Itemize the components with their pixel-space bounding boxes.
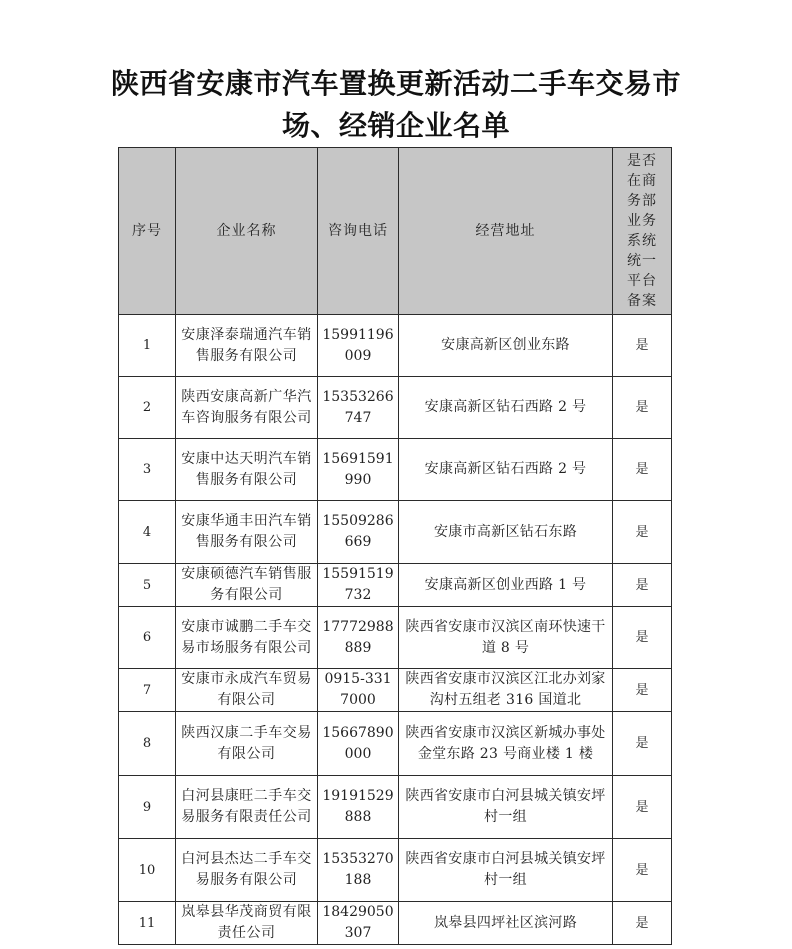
document-title-line-2: 场、经销企业名单 [281,109,510,142]
cell-phone: 15691591990 [318,439,399,501]
table-row [119,669,672,712]
table-row [119,607,672,669]
cell-backup-status: 是 [613,776,672,839]
cell-company-name: 安康中达天明汽车销售服务有限公司 [176,439,318,501]
cell-backup-status: 是 [613,839,672,902]
cell-backup-status: 是 [613,439,672,501]
cell-seq: 4 [119,501,176,564]
cell-seq: 1 [119,315,176,377]
cell-company-name: 陕西汉康二手车交易有限公司 [176,712,318,776]
document-title-line-1: 陕西省安康市汽车置换更新活动二手车交易市 [110,67,681,100]
header-company-name: 企业名称 [176,148,318,315]
cell-backup-status: 是 [613,669,672,712]
cell-phone: 15991196009 [318,315,399,377]
cell-company-name: 陕西安康高新广华汽车咨询服务有限公司 [176,377,318,439]
table-row [119,315,672,377]
table-header-row [119,148,672,315]
table-row [119,564,672,607]
cell-company-name: 安康市诚鹏二手车交易市场服务有限公司 [176,607,318,669]
cell-seq: 6 [119,607,176,669]
cell-backup-status: 是 [613,902,672,945]
header-address: 经营地址 [399,148,613,315]
cell-company-name: 安康硕德汽车销售服务有限公司 [176,564,318,607]
cell-phone: 0915-3317000 [318,669,399,712]
table-row [119,776,672,839]
header-seq: 序号 [119,148,176,315]
cell-address: 岚皋县四坪社区滨河路 [399,902,613,945]
header-backup-status-label: 是否在商务部业务系统统一平台备案 [627,153,657,309]
cell-seq: 8 [119,712,176,776]
cell-backup-status: 是 [613,377,672,439]
cell-address: 安康高新区钻石西路 2 号 [399,439,613,501]
cell-phone: 15353266747 [318,377,399,439]
cell-backup-status: 是 [613,501,672,564]
cell-company-name: 安康市永成汽车贸易有限公司 [176,669,318,712]
header-phone: 咨询电话 [318,148,399,315]
table-row [119,501,672,564]
cell-company-name: 岚皋县华茂商贸有限责任公司 [176,902,318,945]
cell-seq: 2 [119,377,176,439]
table-row [119,377,672,439]
cell-address: 陕西省安康市白河县城关镇安坪村一组 [399,839,613,902]
cell-seq: 9 [119,776,176,839]
cell-backup-status: 是 [613,607,672,669]
cell-phone: 15667890000 [318,712,399,776]
cell-address: 陕西省安康市白河县城关镇安坪村一组 [399,776,613,839]
cell-company-name: 安康泽泰瑞通汽车销售服务有限公司 [176,315,318,377]
cell-phone: 15591519732 [318,564,399,607]
cell-address: 陕西省安康市汉滨区南环快速干道 8 号 [399,607,613,669]
header-backup-status [613,148,672,315]
cell-company-name: 安康华通丰田汽车销售服务有限公司 [176,501,318,564]
cell-phone: 18429050307 [318,902,399,945]
cell-address: 安康高新区钻石西路 2 号 [399,377,613,439]
table-row [119,439,672,501]
cell-seq: 10 [119,839,176,902]
cell-seq: 5 [119,564,176,607]
cell-address: 安康高新区创业东路 [399,315,613,377]
cell-address: 陕西省安康市汉滨区江北办刘家沟村五组老 316 国道北 [399,669,613,712]
cell-phone: 15353270188 [318,839,399,902]
cell-company-name: 白河县杰达二手车交易服务有限公司 [176,839,318,902]
cell-address: 安康市高新区钻石东路 [399,501,613,564]
cell-seq: 7 [119,669,176,712]
cell-seq: 11 [119,902,176,945]
cell-address: 安康高新区创业西路 1 号 [399,564,613,607]
table-row [119,902,672,945]
dealer-list-table [118,147,672,945]
cell-phone: 19191529888 [318,776,399,839]
cell-backup-status: 是 [613,564,672,607]
cell-seq: 3 [119,439,176,501]
cell-phone: 17772988889 [318,607,399,669]
cell-address: 陕西省安康市汉滨区新城办事处金堂东路 23 号商业楼 1 楼 [399,712,613,776]
cell-backup-status: 是 [613,315,672,377]
table-row [119,712,672,776]
cell-phone: 15509286669 [318,501,399,564]
cell-company-name: 白河县康旺二手车交易服务有限责任公司 [176,776,318,839]
cell-backup-status: 是 [613,712,672,776]
table-row [119,839,672,902]
